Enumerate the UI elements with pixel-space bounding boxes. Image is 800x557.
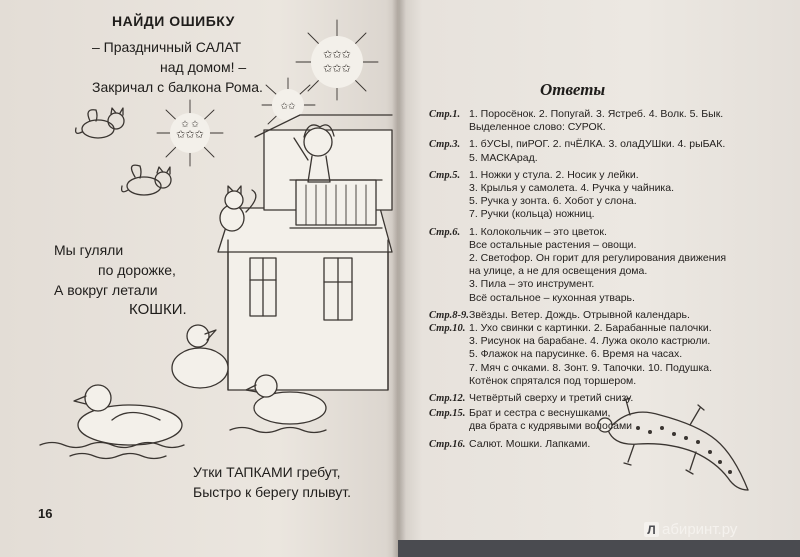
- answer-line: на улице, а не для освещения дома.: [469, 265, 648, 278]
- flying-cat-icon: [122, 165, 171, 195]
- poem-line: Быстро к берегу плывут.: [193, 484, 352, 500]
- answer-item: [429, 226, 789, 305]
- answer-line: 1. бУСЫ, пиРОГ. 2. пчЁЛКА. 3. олаДУШки. 4. рыБАК.: [469, 138, 726, 151]
- firework-icon: [296, 20, 378, 100]
- poem-ducks: [193, 462, 351, 502]
- answer-line: Брат и сестра с веснушками,: [469, 407, 611, 420]
- answer-item: [429, 169, 789, 222]
- answer-item: [429, 108, 789, 134]
- answer-label: Стр.5.: [429, 169, 461, 181]
- answer-line: 5. Ручка у зонта. 6. Хобот у слона.: [469, 195, 637, 208]
- poem-line: А вокруг летали: [54, 282, 158, 298]
- answer-line: 1. Ухо свинки с картинки. 2. Барабанные палочки.: [469, 322, 712, 335]
- answer-item: [429, 392, 789, 405]
- answer-line: Все остальные растения – овощи.: [469, 238, 637, 251]
- svg-text:✩✩: ✩✩: [280, 101, 296, 111]
- poem-line: Мы гуляли: [54, 242, 124, 258]
- answer-line: 7. Ручки (кольца) ножниц.: [469, 208, 595, 221]
- answer-line: 5. Флажок на парусинке. 6. Время на часах.: [469, 348, 683, 361]
- answer-line: Салют. Мошки. Лапками.: [469, 437, 591, 450]
- duck-icon: [172, 325, 228, 388]
- answer-label: Стр.1.: [429, 109, 461, 120]
- answer-line: Четвёртый сверху и третий снизу.: [469, 392, 634, 405]
- answer-item: [429, 407, 789, 433]
- page-title: НАЙДИ ОШИБКУ: [112, 13, 235, 29]
- svg-text:✩✩✩: ✩✩✩: [323, 63, 351, 75]
- answer-line: 1. Ножки у стула. 2. Носик у лейки.: [469, 168, 639, 181]
- poem-cats: [54, 240, 187, 320]
- answers-title: Ответы: [540, 80, 606, 99]
- svg-text:✩ ✩: ✩ ✩: [181, 119, 199, 129]
- answer-line: 3. Крылья у самолета. 4. Ручка у чайника.: [469, 182, 675, 195]
- svg-text:✩✩✩: ✩✩✩: [323, 49, 351, 61]
- book-spine: [392, 0, 406, 557]
- answer-item: [429, 322, 789, 388]
- answers-list: [429, 108, 789, 451]
- duck-icon: [74, 385, 182, 445]
- answer-line: 3. Пила – это инструмент.: [469, 278, 595, 291]
- answer-label: Стр.3.: [429, 139, 461, 151]
- answer-line: 2. Светофор. Он горит для регулирования движения: [469, 252, 727, 265]
- answer-line: 1. Колокольчик – это цветок.: [469, 225, 607, 238]
- firework-icon: [262, 78, 315, 124]
- answer-line: Выделенное слово: СУРОК.: [469, 121, 606, 134]
- answer-line: 7. Мяч с очками. 8. Зонт. 9. Тапочки. 10. Подушка.: [469, 361, 713, 374]
- poem-line: по дорожке,: [98, 262, 176, 278]
- watermark: [644, 521, 737, 538]
- poem-line: – Праздничный САЛАТ: [92, 39, 242, 55]
- answer-item: [429, 309, 789, 322]
- answer-line: Звёзды. Ветер. Дождь. Отрывной календарь.: [469, 308, 690, 321]
- answer-label: Стр.8-9.: [429, 309, 469, 321]
- watermark-text: абиринт.ру: [662, 521, 738, 538]
- answer-line: 5. МАСКАрад.: [469, 151, 538, 164]
- poem-line: над домом! –: [160, 59, 247, 75]
- table-surface: [398, 540, 800, 557]
- answer-item: [429, 138, 789, 164]
- answer-label: Стр.10.: [429, 323, 466, 335]
- answer-item: [429, 438, 789, 451]
- page-number: 16: [38, 506, 53, 521]
- poem-salute: [92, 37, 263, 97]
- answer-line: 1. Поросёнок. 2. Попугай. 3. Ястреб. 4. Волк. 5. Бык.: [469, 108, 724, 120]
- answer-label: Стр.12.: [429, 393, 466, 405]
- flying-cat-icon: [76, 108, 124, 138]
- answer-line: Котёнок спрятался под торшером.: [469, 374, 637, 387]
- firework-icon: [157, 100, 223, 166]
- svg-text:✩✩✩: ✩✩✩: [176, 129, 204, 141]
- answer-line: Всё остальное – кухонная утварь.: [469, 291, 635, 304]
- right-page: [398, 0, 800, 548]
- poem-line: Утки ТАПКАМИ гребут,: [193, 464, 341, 480]
- answer-line: 3. Рисунок на барабане. 4. Лужа около кастрюли.: [469, 335, 711, 348]
- answer-label: Стр.16.: [429, 438, 466, 450]
- answer-label: Стр.6.: [429, 226, 461, 238]
- answer-line: два брата с кудрявыми волосами: [469, 420, 633, 433]
- poem-line: КОШКИ.: [129, 301, 187, 318]
- left-page: [0, 0, 398, 557]
- answer-label: Стр.15.: [429, 408, 466, 420]
- labirint-logo-icon: Л: [644, 522, 659, 537]
- poem-line: Закричал с балкона Рома.: [92, 79, 263, 95]
